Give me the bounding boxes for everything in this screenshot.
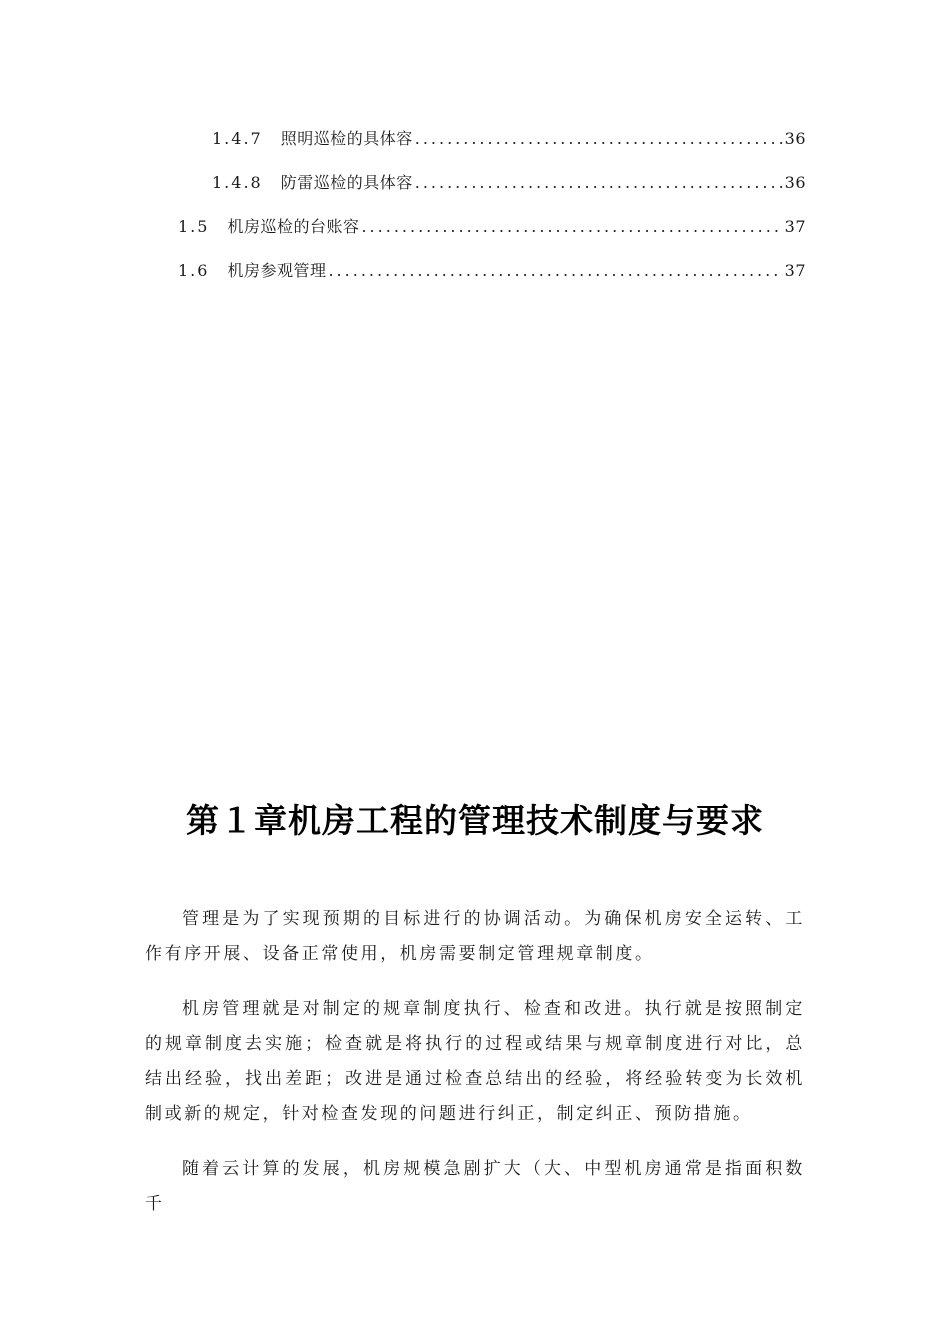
body-paragraph-3: 随着云计算的发展，机房规模急剧扩大（大、中型机房通常是指面积数千 (145, 1159, 805, 1214)
body-paragraph-1: 管理是为了实现预期的目标进行的协调活动。为确保机房安全运转、工作有序开展、设备正常使用，机房需要制定管理规章制度。 (145, 909, 805, 964)
toc-entry-page: 37 (784, 217, 806, 236)
toc-entry-1-5[interactable] (178, 214, 806, 240)
toc-leader-dots (415, 170, 783, 196)
toc-entry-page: 36 (784, 129, 806, 148)
toc-entry-title: 机房巡检的台账容 (227, 217, 360, 236)
body-paragraph-2: 机房管理就是对制定的规章制度执行、检查和改进。执行就是按照制定的规章制度去实施；检查就是将执行的过程或结果与规章制度进行对比，总结出经验，找出差距；改进是通过检查总结出的经验，将经验转变为长效机制或新的规定，针对检查发现的问题进行纠正，制定纠正、预防措施。 (145, 999, 805, 1124)
toc-entry-number: 1.4.7 (212, 129, 263, 148)
toc-entry-page: 36 (784, 173, 806, 192)
toc-leader-dots (361, 214, 782, 240)
toc-entry-title: 防雷巡检的具体容 (280, 173, 413, 192)
toc-leader-dots (415, 126, 783, 152)
toc-entry-number: 1.4.8 (212, 173, 263, 192)
toc-entry-number: 1.6 (178, 261, 210, 280)
toc-entry-1-4-7[interactable] (212, 126, 806, 152)
toc-entry-title: 照明巡检的具体容 (280, 129, 413, 148)
toc-leader-dots (328, 258, 782, 284)
toc-entry-1-6[interactable] (178, 258, 806, 284)
toc-entry-title: 机房参观管理 (227, 261, 327, 280)
toc-entry-page: 37 (784, 261, 806, 280)
toc-entry-1-4-8[interactable] (212, 170, 806, 196)
toc-entry-number: 1.5 (178, 217, 210, 236)
chapter-body (145, 902, 805, 1242)
chapter-title: 第１章机房工程的管理技术制度与要求 (186, 801, 764, 841)
